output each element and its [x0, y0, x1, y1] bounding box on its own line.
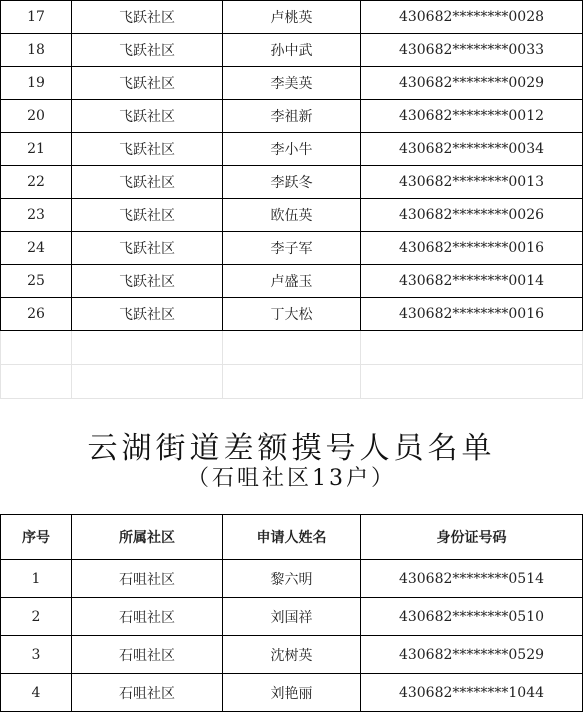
empty-cell — [1, 365, 72, 399]
cell-community: 飞跃社区 — [72, 166, 223, 199]
cell-name: 孙中武 — [223, 34, 361, 67]
cell-id: 430682********0016 — [361, 232, 583, 265]
cell-name: 刘艳丽 — [223, 674, 361, 712]
cell-no: 24 — [1, 232, 72, 265]
cell-community: 飞跃社区 — [72, 67, 223, 100]
header-row — [1, 515, 583, 560]
header-id: 身份证号码 — [361, 515, 583, 560]
cell-community: 飞跃社区 — [72, 199, 223, 232]
cell-id: 430682********0029 — [361, 67, 583, 100]
table-row — [1, 636, 583, 674]
table-row — [1, 67, 583, 100]
empty-cell — [361, 365, 583, 399]
section-subtitle: （石咀社区13户） — [187, 466, 396, 491]
table-row — [1, 166, 583, 199]
cell-name: 李小牛 — [223, 133, 361, 166]
header-no: 序号 — [1, 515, 72, 560]
cell-name: 欧伍英 — [223, 199, 361, 232]
table-header — [1, 515, 583, 560]
table-row — [1, 1, 583, 34]
cell-id: 430682********0014 — [361, 265, 583, 298]
cell-community: 飞跃社区 — [72, 232, 223, 265]
empty-row — [1, 331, 583, 365]
cell-id: 430682********0026 — [361, 199, 583, 232]
cell-id: 430682********1044 — [361, 674, 583, 712]
cell-id: 430682********0013 — [361, 166, 583, 199]
header-community: 所属社区 — [72, 515, 223, 560]
table-row — [1, 34, 583, 67]
cell-id: 430682********0034 — [361, 133, 583, 166]
cell-no: 17 — [1, 1, 72, 34]
cell-name: 李美英 — [223, 67, 361, 100]
cell-no: 20 — [1, 100, 72, 133]
cell-name: 李子军 — [223, 232, 361, 265]
empty-cell — [72, 365, 223, 399]
cell-community: 飞跃社区 — [72, 298, 223, 331]
cell-community: 飞跃社区 — [72, 100, 223, 133]
cell-name: 李跃冬 — [223, 166, 361, 199]
cell-id: 430682********0033 — [361, 34, 583, 67]
table-shiju — [0, 514, 583, 712]
table-body-shiju — [1, 560, 583, 712]
cell-name: 卢盛玉 — [223, 265, 361, 298]
cell-community: 石咀社区 — [72, 636, 223, 674]
cell-community: 石咀社区 — [72, 598, 223, 636]
cell-name: 丁大松 — [223, 298, 361, 331]
cell-name: 李祖新 — [223, 100, 361, 133]
table-row — [1, 199, 583, 232]
empty-cell — [223, 331, 361, 365]
cell-no: 21 — [1, 133, 72, 166]
cell-id: 430682********0514 — [361, 560, 583, 598]
table-row — [1, 133, 583, 166]
cell-no: 4 — [1, 674, 72, 712]
table-row — [1, 598, 583, 636]
cell-id: 430682********0016 — [361, 298, 583, 331]
cell-community: 石咀社区 — [72, 560, 223, 598]
empty-cell — [223, 365, 361, 399]
empty-cell — [72, 331, 223, 365]
cell-no: 23 — [1, 199, 72, 232]
table-row — [1, 674, 583, 712]
table-row — [1, 298, 583, 331]
section-title: 云湖街道差额摸号人员名单 — [87, 431, 496, 466]
cell-name: 黎六明 — [223, 560, 361, 598]
table-body-feiyue — [1, 1, 583, 399]
table-row — [1, 560, 583, 598]
cell-no: 1 — [1, 560, 72, 598]
cell-name: 刘国祥 — [223, 598, 361, 636]
cell-id: 430682********0012 — [361, 100, 583, 133]
cell-no: 22 — [1, 166, 72, 199]
empty-row — [1, 365, 583, 399]
cell-name: 沈树英 — [223, 636, 361, 674]
cell-no: 19 — [1, 67, 72, 100]
empty-cell — [1, 331, 72, 365]
cell-no: 26 — [1, 298, 72, 331]
cell-no: 25 — [1, 265, 72, 298]
cell-community: 飞跃社区 — [72, 133, 223, 166]
cell-name: 卢桃英 — [223, 1, 361, 34]
cell-community: 飞跃社区 — [72, 34, 223, 67]
cell-community: 石咀社区 — [72, 674, 223, 712]
cell-community: 飞跃社区 — [72, 265, 223, 298]
cell-id: 430682********0529 — [361, 636, 583, 674]
table-row — [1, 265, 583, 298]
cell-no: 3 — [1, 636, 72, 674]
cell-id: 430682********0510 — [361, 598, 583, 636]
cell-no: 2 — [1, 598, 72, 636]
table-row — [1, 100, 583, 133]
cell-id: 430682********0028 — [361, 1, 583, 34]
empty-cell — [361, 331, 583, 365]
cell-no: 18 — [1, 34, 72, 67]
cell-community: 飞跃社区 — [72, 1, 223, 34]
table-row — [1, 232, 583, 265]
header-name: 申请人姓名 — [223, 515, 361, 560]
